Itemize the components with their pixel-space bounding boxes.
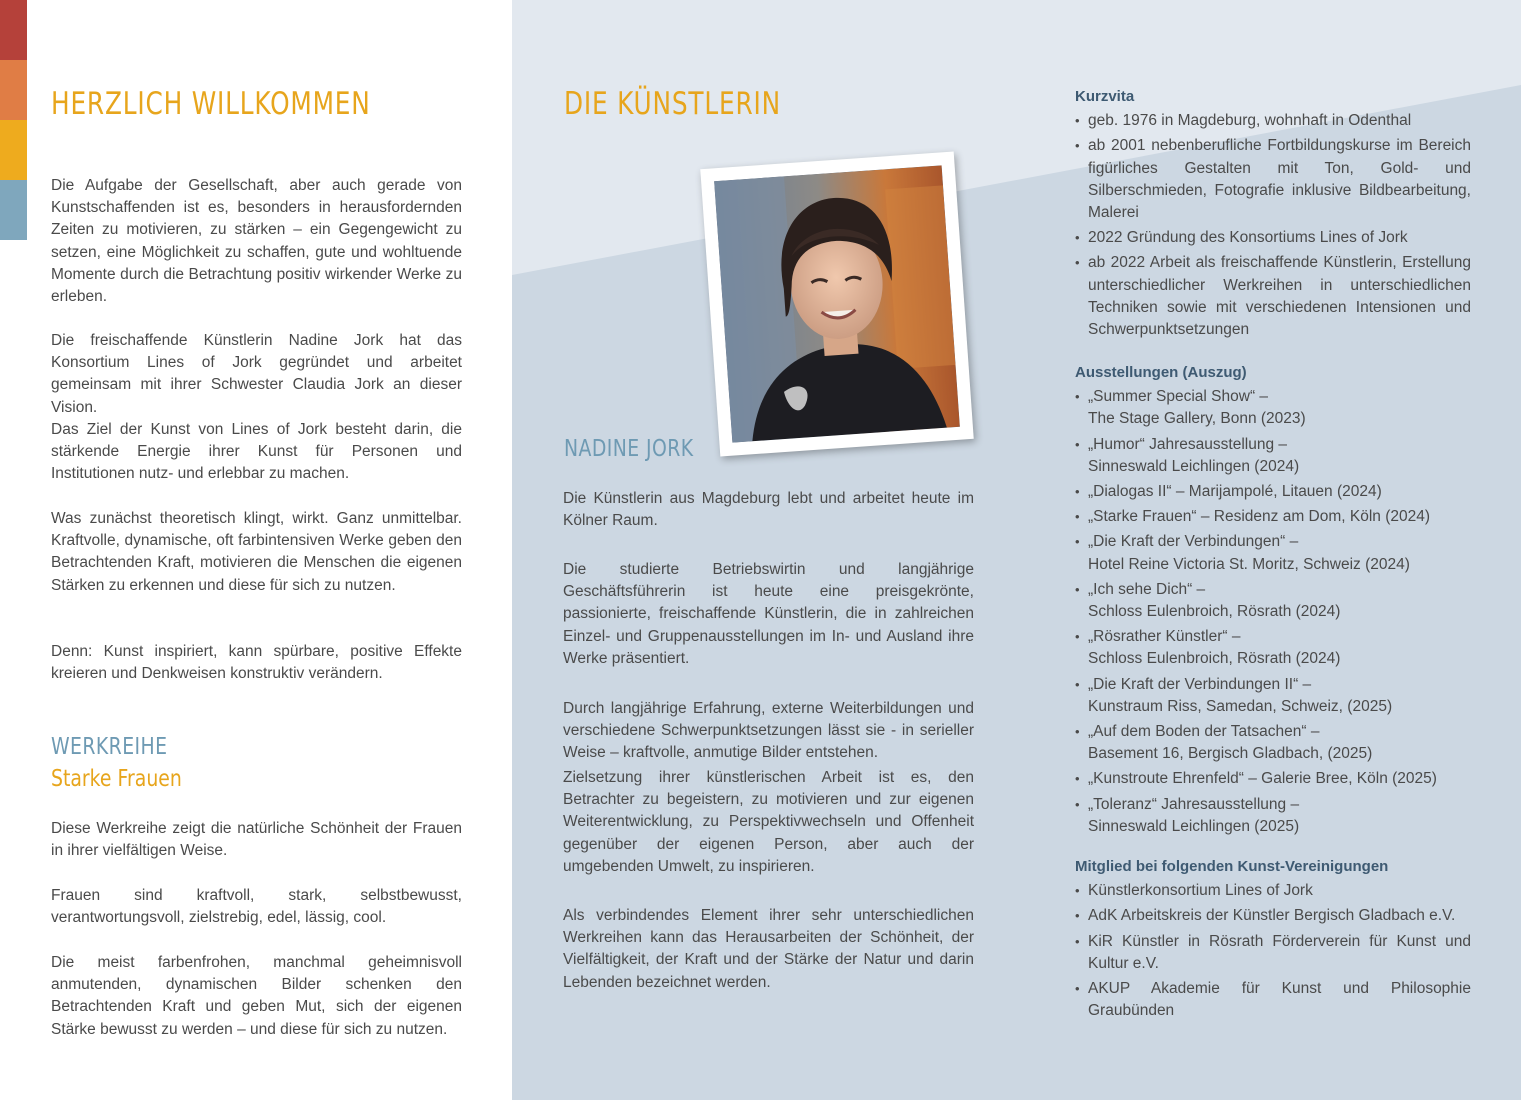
werkreihe-paragraph-1: Diese Werkreihe zeigt die natürliche Schönheit der Frauen in ihrer vielfältigen Weise. <box>51 820 462 860</box>
artist-portrait-photo <box>714 165 960 442</box>
list-item <box>1075 721 1471 765</box>
werkreihe-paragraph-3: Die meist farbenfrohen, manchmal geheimnisvoll anmutenden, dynamischen Bilder schenken den Betrachtenden Kraft und geben Mut, sich der eigenen Stärke bewusst zu werden – und diese für sich zu nutzen. <box>51 954 462 1038</box>
list-item <box>1075 626 1471 670</box>
exhibition-title: „Starke Frauen“ – Residenz am Dom, Köln (2024) <box>1088 508 1431 526</box>
exhibition-venue: Schloss Eulenbroich, Rösrath (2024) <box>1088 603 1341 621</box>
list-item: • geb. 1976 in Magdeburg, wohnhaft in Odenthal <box>1075 110 1471 132</box>
artist-paragraph-5: Als verbindendes Element ihrer sehr unterschiedlichen Werkreihen kann das Herausarbeiten der Schönheit, der Vielfältigkeit, der Kraft und der Stärke der Natur und darin Lebenden bezeichnet werden. <box>563 907 974 991</box>
list-item: • ab 2001 nebenberufliche Fortbildungskurse im Bereich figürliches Gestalten mit Ton, Gold- und Silberschmieden, Fotografie inklusive Bildbearbeitung, Malerei <box>1075 135 1471 224</box>
welcome-paragraph-2: Die freischaffende Künstlerin Nadine Jork hat das Konsortium Lines of Jork gegründet und arbeitet gemeinsam mit ihrer Schwester Claudia Jork an dieser Vision. <box>51 332 462 416</box>
werkreihe-paragraph-2: Frauen sind kraftvoll, stark, selbstbewusst, verantwortungsvoll, zielstrebig, edel, lässig, cool. <box>51 887 462 927</box>
list-item <box>1075 794 1471 838</box>
exhibition-venue: Hotel Reine Victoria St. Moritz, Schweiz (2024) <box>1088 555 1410 573</box>
exhibition-title: „Die Kraft der Verbindungen II“ – <box>1088 675 1312 693</box>
artist-photo-frame <box>700 151 973 456</box>
artist-paragraph-4: Zielsetzung ihrer künstlerischen Arbeit ist es, den Betrachter zu begeistern, zu motivieren und zur eigenen Weiterentwicklung, zu Perspektivwechseln und Offenheit gegenüber der eigenen Person, aber auch der umgebenden Umwelt, zu inspirieren. <box>563 769 974 875</box>
list-item <box>1075 768 1471 790</box>
list-item <box>1075 481 1471 503</box>
exhibition-title: „Dialogas II“ – Marijampolé, Litauen (2024) <box>1088 483 1382 501</box>
list-item <box>1075 674 1471 718</box>
kurzvita-heading: Kurzvita <box>1075 88 1135 105</box>
color-strip-blue <box>0 180 27 240</box>
werkreihe-label: WERKREIHE <box>51 734 168 760</box>
exhibition-title: „Toleranz“ Jahresausstellung – <box>1088 795 1300 813</box>
color-strip-orange <box>0 60 27 120</box>
exhibition-title: „Auf dem Boden der Tatsachen“ – <box>1088 723 1320 741</box>
color-strip-yellow <box>0 120 27 180</box>
list-item: • KiR Künstler in Rösrath Förderverein für Kunst und Kultur e.V. <box>1075 931 1471 975</box>
list-item <box>1075 386 1471 430</box>
artist-paragraph-1: Die Künstlerin aus Magdeburg lebt und arbeitet heute im Kölner Raum. <box>563 490 974 530</box>
artist-paragraph-2: Die studierte Betriebswirtin und langjährige Geschäftsführerin ist heute eine preisgekrönte, passionierte, freischaffende Künstlerin, die in zahlreichen Einzel- und Gruppenausstellungen im In- und Ausland ihre Werke präsentiert. <box>563 561 974 667</box>
mitglied-section <box>1075 856 1471 1025</box>
welcome-paragraph-1: Die Aufgabe der Gesellschaft, aber auch gerade von Kunstschaffenden ist es, besonders in herausfordernden Zeiten zu motivieren, zu stärken – ein Gegengewicht zu setzen, eine Möglichkeit zu schaffen, gute und wohltuende Momente durch die Betrachtung positiv wirkender Werke zu erleben. <box>51 177 462 306</box>
exhibition-venue: Sinneswald Leichlingen (2024) <box>1088 457 1300 475</box>
exhibition-venue: Basement 16, Bergisch Gladbach, (2025) <box>1088 745 1373 763</box>
exhibition-title: „Kunstroute Ehrenfeld“ – Galerie Bree, Köln (2025) <box>1088 770 1437 788</box>
exhibition-venue: Kunstraum Riss, Samedan, Schweiz, (2025) <box>1088 697 1393 715</box>
welcome-paragraph-5: Denn: Kunst inspiriert, kann spürbare, positive Effekte kreieren und Denkweisen konstruktiv verändern. <box>51 643 462 683</box>
welcome-paragraph-3: Das Ziel der Kunst von Lines of Jork besteht darin, die stärkende Energie ihrer Kunst für Personen und Institutionen nutz- und erlebbar zu machen. <box>51 421 462 483</box>
ausstellungen-heading: Ausstellungen (Auszug) <box>1075 364 1247 381</box>
list-item <box>1075 506 1471 528</box>
ausstellungen-section <box>1075 362 1471 841</box>
list-item <box>1075 579 1471 623</box>
list-item <box>1075 434 1471 478</box>
list-item <box>1075 531 1471 575</box>
kurzvita-section <box>1075 86 1471 344</box>
exhibition-title: „Ich sehe Dich“ – <box>1088 580 1206 598</box>
exhibition-title: „Die Kraft der Verbindungen“ – <box>1088 533 1299 551</box>
werkreihe-title: Starke Frauen <box>51 766 182 792</box>
mitglied-heading: Mitglied bei folgenden Kunst-Vereinigungen <box>1075 858 1389 875</box>
list-item: • 2022 Gründung des Konsortiums Lines of Jork <box>1075 227 1471 249</box>
exhibition-venue: Schloss Eulenbroich, Rösrath (2024) <box>1088 650 1341 668</box>
list-item: • Künstlerkonsortium Lines of Jork <box>1075 880 1471 902</box>
exhibition-venue: Sinneswald Leichlingen (2025) <box>1088 817 1300 835</box>
ausstellungen-list <box>1075 386 1471 838</box>
list-item: • AKUP Akademie für Kunst und Philosophie Graubünden <box>1075 978 1471 1022</box>
artist-title: DIE KÜNSTLERIN <box>564 86 781 122</box>
color-strip-red <box>0 0 27 60</box>
exhibition-title: „Summer Special Show“ – <box>1088 388 1269 406</box>
list-item: • AdK Arbeitskreis der Künstler Bergisch Gladbach e.V. <box>1075 905 1471 927</box>
welcome-paragraph-4: Was zunächst theoretisch klingt, wirkt. Ganz unmittelbar. Kraftvolle, dynamische, oft farbintensiven Werke geben den Betrachtenden Kraft, motivieren die Menschen die eigenen Stärken zu erkennen und diese für sich zu nutzen. <box>51 510 462 594</box>
artist-paragraph-3: Durch langjährige Erfahrung, externe Weiterbildungen und verschiedene Schwerpunktsetzungen lässt sie - in serieller Weise – kraftvolle, anmutige Bilder entstehen. <box>563 700 974 762</box>
exhibition-venue: The Stage Gallery, Bonn (2023) <box>1088 410 1306 428</box>
artist-name: NADINE JORK <box>564 436 694 462</box>
exhibition-title: „Rösrather Künstler“ – <box>1088 628 1241 646</box>
mitglied-list <box>1075 880 1471 1022</box>
list-item: • ab 2022 Arbeit als freischaffende Künstlerin, Erstellung unterschiedlicher Werkreihen in unterschiedlichen Techniken sowie mit verschiedenen Intensionen und Schwerpunktsetzungen <box>1075 252 1471 341</box>
kurzvita-list <box>1075 110 1471 341</box>
exhibition-title: „Humor“ Jahresausstellung – <box>1088 435 1288 453</box>
welcome-title: HERZLICH WILLKOMMEN <box>51 86 371 122</box>
